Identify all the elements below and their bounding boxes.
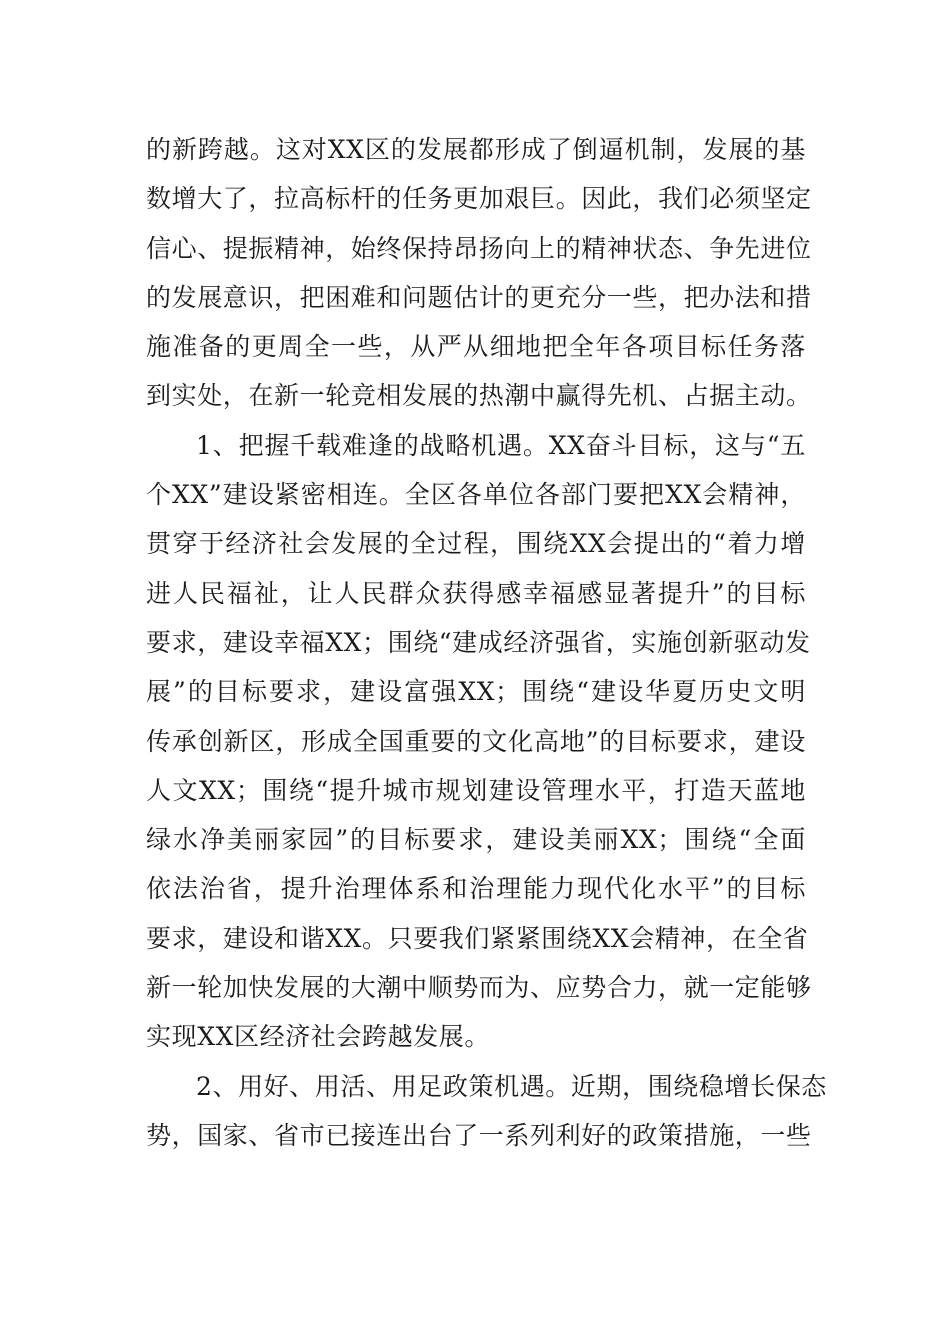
- text-line: 数增大了，拉高标杆的任务更加艰巨。因此，我们必须坚定: [146, 184, 812, 214]
- body-text: [146, 125, 827, 1160]
- paragraph-strategic-opportunity: [146, 421, 812, 1062]
- paragraph-policy-opportunity: [146, 1062, 827, 1161]
- text-line: 依法治省，提升治理体系和治理能力现代化水平”的目标: [146, 874, 806, 904]
- text-line: 展”的目标要求，建设富强XX；围绕“建设华夏历史文明: [146, 677, 806, 707]
- text-line: 信心、提振精神，始终保持昂扬向上的精神状态、争先进位: [146, 233, 812, 263]
- text-line: 要求，建设和谐XX。只要我们紧紧围绕XX会精神，在全省: [146, 923, 809, 953]
- text-line: 到实处，在新一轮竞相发展的热潮中赢得先机、占据主动。: [146, 381, 812, 411]
- text-line: 施准备的更周全一些，从严从细地把全年各项目标任务落: [146, 332, 806, 362]
- text-line: 传承创新区，形成全国重要的文化高地”的目标要求，建设: [146, 726, 806, 756]
- text-line: 实现XX区经济社会跨越发展。: [146, 1022, 490, 1052]
- text-line: 的发展意识，把困难和问题估计的更充分一些，把办法和措: [146, 282, 812, 312]
- text-line: 人文XX；围绕“提升城市规划建设管理水平，打造天蓝地: [146, 775, 806, 805]
- text-line: 个XX”建设紧密相连。全区各单位各部门要把XX会精神，: [146, 480, 806, 510]
- text-line: 的新跨越。这对XX区的发展都形成了倒逼机制，发展的基: [146, 135, 806, 164]
- text-line: 1、把握千载难逢的战略机遇。XX奋斗目标，这与“五: [196, 430, 806, 460]
- text-line: 绿水净美丽家园”的目标要求，建设美丽XX；围绕“全面: [146, 825, 806, 855]
- text-line: 贯穿于经济社会发展的全过程，围绕XX会提出的“着力增: [146, 529, 806, 559]
- text-line: 进人民福祉，让人民群众获得感幸福感显著提升”的目标: [146, 578, 806, 608]
- text-line: 2、用好、用活、用足政策机遇。近期，围绕稳增长保态: [196, 1071, 827, 1101]
- text-line: 要求，建设幸福XX；围绕“建成经济强省，实施创新驱动发: [146, 627, 811, 657]
- text-line: 新一轮加快发展的大潮中顺势而为、应势合力，就一定能够: [146, 973, 812, 1003]
- text-line: 势，国家、省市已接连出台了一系列利好的政策措施，一些: [146, 1120, 812, 1150]
- paragraph-continuation: [146, 125, 812, 421]
